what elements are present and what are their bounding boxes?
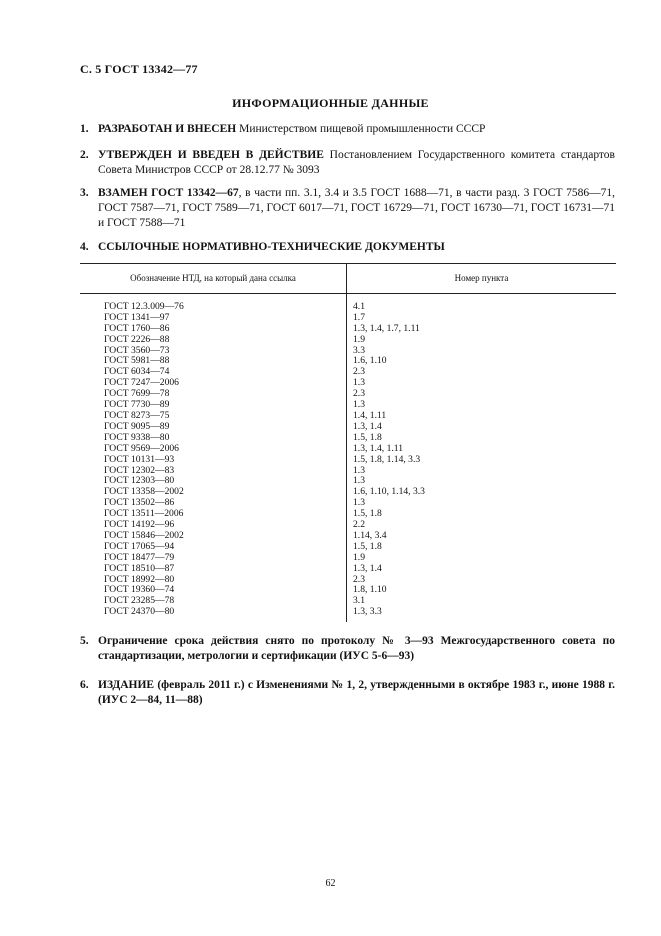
document-designation: ГОСТ 5981—88 xyxy=(80,356,347,367)
document-designation: ГОСТ 7699—78 xyxy=(80,389,347,400)
clause-numbers: 2.3 xyxy=(353,573,365,585)
clause-numbers: 4.1 xyxy=(353,300,365,312)
clause-numbers: 1.9 xyxy=(353,333,365,345)
clause-numbers: 1.5, 1.8 xyxy=(353,540,382,552)
clause-numbers: 1.3, 1.4, 1.7, 1.11 xyxy=(353,322,420,334)
references-table xyxy=(80,263,616,622)
item-lead: УТВЕРЖДЕН И ВВЕДЕН В ДЕЙСТВИЕ xyxy=(98,149,324,161)
item-number: 5. xyxy=(80,635,89,647)
document-designation: ГОСТ 8273—75 xyxy=(80,411,347,422)
clause-numbers: 1.9 xyxy=(353,551,365,563)
clause-numbers: 1.5, 1.8, 1.14, 3.3 xyxy=(353,453,421,465)
document-designation: ГОСТ 1341—97 xyxy=(80,313,347,324)
clause-numbers: 2.3 xyxy=(353,366,365,378)
document-designation: ГОСТ 7247—2006 xyxy=(80,378,347,389)
clause-numbers: 1.3 xyxy=(353,497,365,509)
table-row xyxy=(80,444,616,455)
table-row xyxy=(80,607,616,622)
item-number: 4. xyxy=(80,241,89,253)
document-designation: ГОСТ 12302—83 xyxy=(80,466,347,477)
clause-numbers: 1.6, 1.10, 1.14, 3.3 xyxy=(353,486,425,498)
info-item-4 xyxy=(80,240,615,255)
column-header-clause: Номер пункта xyxy=(347,264,617,294)
table-row xyxy=(80,324,616,335)
document-designation: ГОСТ 9338—80 xyxy=(80,433,347,444)
document-designation: ГОСТ 18992—80 xyxy=(80,575,347,586)
item-text: Постановлением Государственного комитета стандартов Совета Министров СССР от 28.12.77 № 3093 xyxy=(98,149,615,176)
clause-numbers: 1.6, 1.10 xyxy=(353,355,387,367)
running-header: С. 5 ГОСТ 13342—77 xyxy=(80,62,198,76)
document-designation: ГОСТ 9569—2006 xyxy=(80,444,347,455)
document-designation: ГОСТ 9095—89 xyxy=(80,422,347,433)
clause-numbers: 2.2 xyxy=(353,519,365,531)
info-item-1 xyxy=(80,122,615,137)
document-designation: ГОСТ 17065—94 xyxy=(80,542,347,553)
clause-numbers: 2.3 xyxy=(353,388,365,400)
clause-numbers: 1.8, 1.10 xyxy=(353,584,387,596)
info-item-2 xyxy=(80,148,615,178)
clause-numbers: 1.3, 1.4 xyxy=(353,420,382,432)
clause-numbers: 1.3 xyxy=(353,377,365,389)
table-row xyxy=(80,335,616,346)
clause-numbers: 3.3 xyxy=(353,344,365,356)
clause-numbers: 1.14, 3.4 xyxy=(353,529,387,541)
clause-numbers: 1.3, 1.4, 1.11 xyxy=(353,442,404,454)
item-number: 1. xyxy=(80,123,89,135)
clause-numbers: 1.3, 1.4 xyxy=(353,562,382,574)
clause-numbers: 1.5, 1.8 xyxy=(353,508,382,520)
item-lead: ВЗАМЕН ГОСТ 13342—67 xyxy=(98,187,239,199)
document-designation: ГОСТ 2226—88 xyxy=(80,335,347,346)
item-text: , в части пп. 3.1, 3.4 и 3.5 ГОСТ 1688—71, в части разд. 3 ГОСТ 7586—71, ГОСТ 7587—71, ГОСТ 7589—71, ГОСТ 6017—71, ГОСТ 16729—71, ГОСТ 16730—71, ГОСТ 16731—71 и ГОСТ 7588—71 xyxy=(98,187,616,229)
document-designation: ГОСТ 10131—93 xyxy=(80,455,347,466)
table-header-row xyxy=(80,264,616,294)
item-text: Ограничение срока действия снято по протоколу № 3—93 Межгосударственного совета по стандартизации, метрологии и сертификации (ИУС 5-6—93) xyxy=(98,635,615,662)
clause-numbers: 3.1 xyxy=(353,595,365,607)
info-item-6 xyxy=(80,678,615,708)
document-designation: ГОСТ 1760—86 xyxy=(80,324,347,335)
document-designation: ГОСТ 18510—87 xyxy=(80,564,347,575)
clause-numbers: 1.3 xyxy=(353,475,365,487)
document-designation: ГОСТ 13358—2002 xyxy=(80,487,347,498)
clause-numbers: 1.3, 3.3 xyxy=(353,606,382,618)
table-row xyxy=(80,564,616,575)
page-number: 62 xyxy=(325,878,336,889)
item-number: 6. xyxy=(80,679,89,691)
document-designation: ГОСТ 15846—2002 xyxy=(80,531,347,542)
clause-numbers: 1.7 xyxy=(353,311,365,323)
column-header-document: Обозначение НТД, на который дана ссылка xyxy=(80,264,347,294)
document-designation: ГОСТ 7730—89 xyxy=(80,400,347,411)
clause-numbers: 1.3 xyxy=(353,464,365,476)
item-number: 2. xyxy=(80,149,89,161)
document-designation: ГОСТ 13502—86 xyxy=(80,498,347,509)
section-title: ИНФОРМАЦИОННЫЕ ДАННЫЕ xyxy=(232,96,429,110)
document-designation: ГОСТ 12.3.009—76 xyxy=(80,293,347,312)
document-designation: ГОСТ 18477—79 xyxy=(80,553,347,564)
document-designation: ГОСТ 19360—74 xyxy=(80,585,347,596)
item-lead: РАЗРАБОТАН И ВНЕСЕН xyxy=(98,123,237,135)
item-text: Министерством пищевой промышленности СССР xyxy=(236,123,486,135)
document-designation: ГОСТ 3560—73 xyxy=(80,346,347,357)
table-row xyxy=(80,455,616,466)
clause-numbers: 1.5, 1.8 xyxy=(353,431,382,443)
clause-numbers: 1.3 xyxy=(353,399,365,411)
document-designation: ГОСТ 14192—96 xyxy=(80,520,347,531)
item-number: 3. xyxy=(80,187,89,199)
clause-numbers: 1.4, 1.11 xyxy=(353,409,387,421)
table-row xyxy=(80,293,616,312)
item-text: ССЫЛОЧНЫЕ НОРМАТИВНО-ТЕХНИЧЕСКИЕ ДОКУМЕНТЫ xyxy=(98,241,445,253)
document-designation: ГОСТ 23285—78 xyxy=(80,596,347,607)
table-body xyxy=(80,293,616,622)
info-item-5 xyxy=(80,634,615,664)
item-text: (февраль 2011 г.) с Изменениями № 1, 2, утвержденными в октябре 1983 г., июне 1988 г. (ИУС 2—84, 11—88) xyxy=(98,679,615,706)
document-designation: ГОСТ 6034—74 xyxy=(80,367,347,378)
document-designation: ГОСТ 12303—80 xyxy=(80,476,347,487)
item-lead: ИЗДАНИЕ xyxy=(98,679,155,691)
document-designation: ГОСТ 13511—2006 xyxy=(80,509,347,520)
document-designation: ГОСТ 24370—80 xyxy=(80,607,347,622)
info-item-3 xyxy=(80,186,615,231)
